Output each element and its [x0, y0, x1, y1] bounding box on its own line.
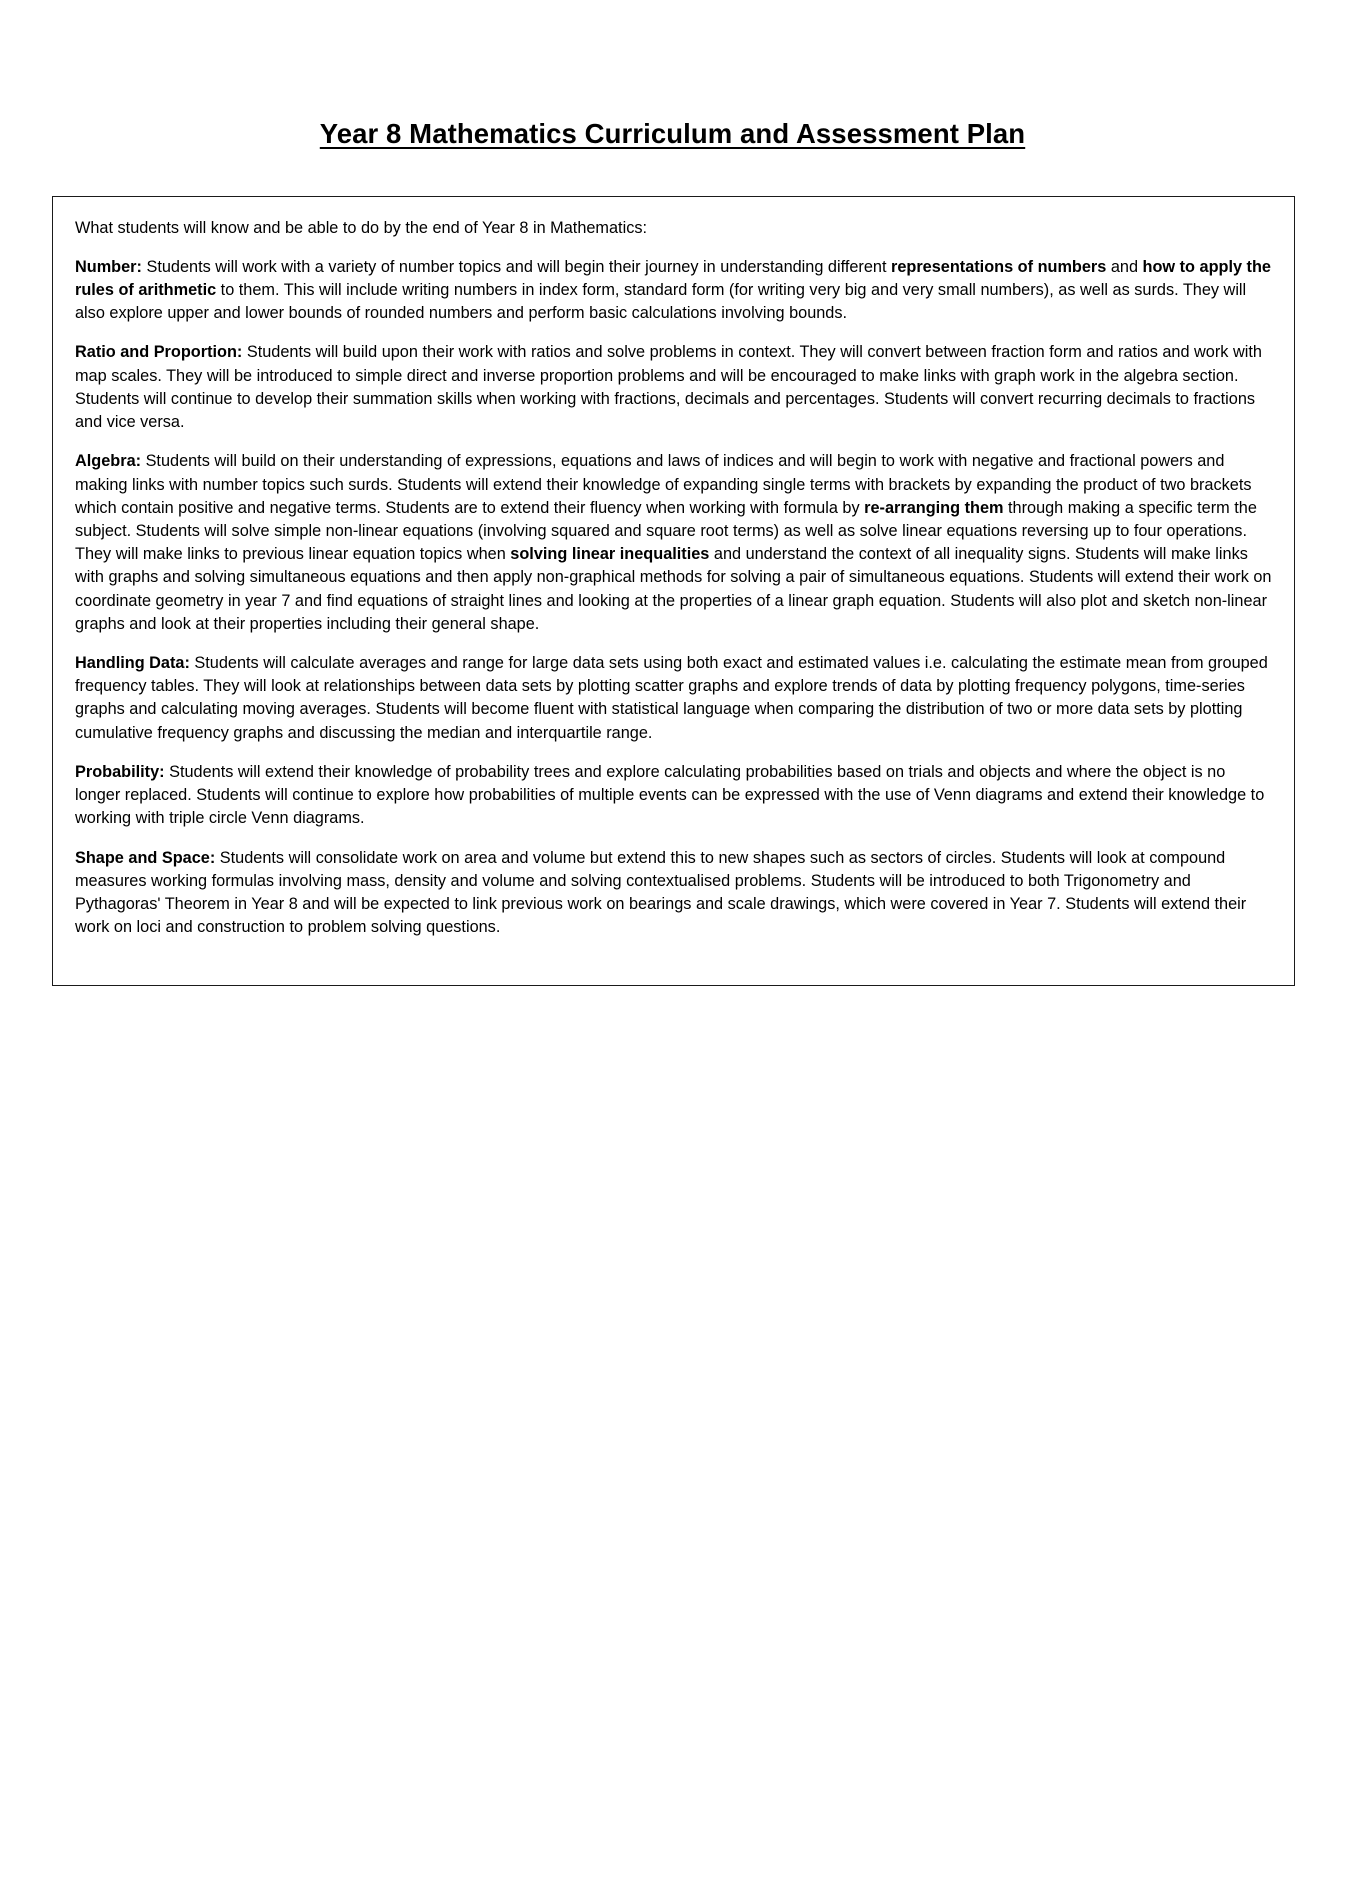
page-title-text: Year 8 Mathematics Curriculum and Assessment Plan	[319, 118, 1026, 149]
intro-block	[75, 217, 1272, 240]
intro-text: What students will know and be able to do by the end of Year 8 in Mathematics:	[75, 218, 647, 237]
section-emphasis: solving linear inequalities	[510, 545, 710, 564]
curriculum-section	[75, 847, 1272, 940]
section-text: to them. This will include writing numbers in index form, standard form (for writing very big and very small numbers), as well as surds. They will also explore upper and lower bounds of rounded numbers and perform basic calculations involving bounds.	[75, 280, 1247, 323]
curriculum-section	[75, 256, 1272, 326]
page-title	[0, 0, 1345, 150]
curriculum-section	[75, 341, 1272, 434]
section-text: Students will build upon their work with ratios and solve problems in context. They will convert between fraction form and ratios and work with map scales. They will be introduced to simple direct and inverse proportion problems and will be encouraged to make links with graph work in the algebra section. Students will continue to develop their summation skills when working with fractions, decimals and percentages. Students will convert recurring decimals to fractions and vice versa.	[75, 343, 1262, 432]
curriculum-section	[75, 761, 1272, 831]
section-label: Shape and Space:	[75, 848, 216, 867]
curriculum-section	[75, 652, 1272, 745]
section-emphasis: how to apply the rules of arithmetic	[75, 257, 1271, 299]
section-text: Students will extend their knowledge of probability trees and explore calculating probabilities based on trials and objects and where the object is no longer replaced. Students will continue to explore how probabilities of multiple events can be expressed with the use of Venn diagrams and extend their knowledge to working with triple circle Venn diagrams.	[75, 762, 1265, 828]
section-text: Students will work with a variety of number topics and will begin their journey in understanding different	[141, 257, 891, 276]
section-text: through making a specific term the subject. Students will solve simple non-linear equations (involving squared and square root terms) as well as solve linear equations reversing up to four operations. They will make links to previous linear equation topics when	[75, 498, 1257, 564]
section-text: Students will build on their understanding of expressions, equations and laws of indices and will begin to work with negative and fractional powers and making links with number topics such surds. Students will extend their knowledge of expanding single terms with brackets by expanding the product of two brackets which contain positive and negative terms. Students are to extend their fluency when working with formula by	[75, 452, 1252, 517]
section-label: Ratio and Proportion:	[75, 343, 243, 362]
section-emphasis: representations of numbers	[891, 257, 1107, 276]
curriculum-content-box	[52, 196, 1295, 986]
section-emphasis: re-arranging them	[864, 498, 1004, 517]
section-label: Handling Data:	[75, 654, 190, 673]
section-label: Algebra:	[75, 452, 142, 471]
section-text: Students will calculate averages and range for large data sets using both exact and estimated values i.e. calculating the estimate mean from grouped frequency tables. They will look at relationships between data sets by plotting scatter graphs and explore trends of data by plotting frequency polygons, time-series graphs and calculating moving averages. Students will become fluent with statistical language when comparing the distribution of two or more data sets by plotting cumulative frequency graphs and discussing the median and interquartile range.	[75, 654, 1268, 742]
section-text: and understand the context of all inequality signs. Students will make links with graphs and solving simultaneous equations and then apply non-graphical methods for solving a pair of simultaneous equations. Students will extend their work on coordinate geometry in year 7 and find equations of straight lines and looking at the properties of a linear graph equation. Students will also plot and sketch non-linear graphs and look at their properties including their general shape.	[75, 545, 1272, 633]
section-text: and	[1106, 257, 1143, 276]
section-label: Probability:	[75, 762, 165, 781]
section-label: Number:	[75, 257, 142, 276]
curriculum-section	[75, 450, 1272, 636]
curriculum-sections	[75, 256, 1272, 940]
section-text: Students will consolidate work on area and volume but extend this to new shapes such as sectors of circles. Students will look at compound measures working formulas involving mass, density and volume and solving contextualised problems. Students will be introduced to both Trigonometry and Pythagoras' Theorem in Year 8 and will be expected to link previous work on bearings and scale drawings, which were covered in Year 7. Students will extend their work on loci and construction to problem solving questions.	[75, 848, 1247, 937]
